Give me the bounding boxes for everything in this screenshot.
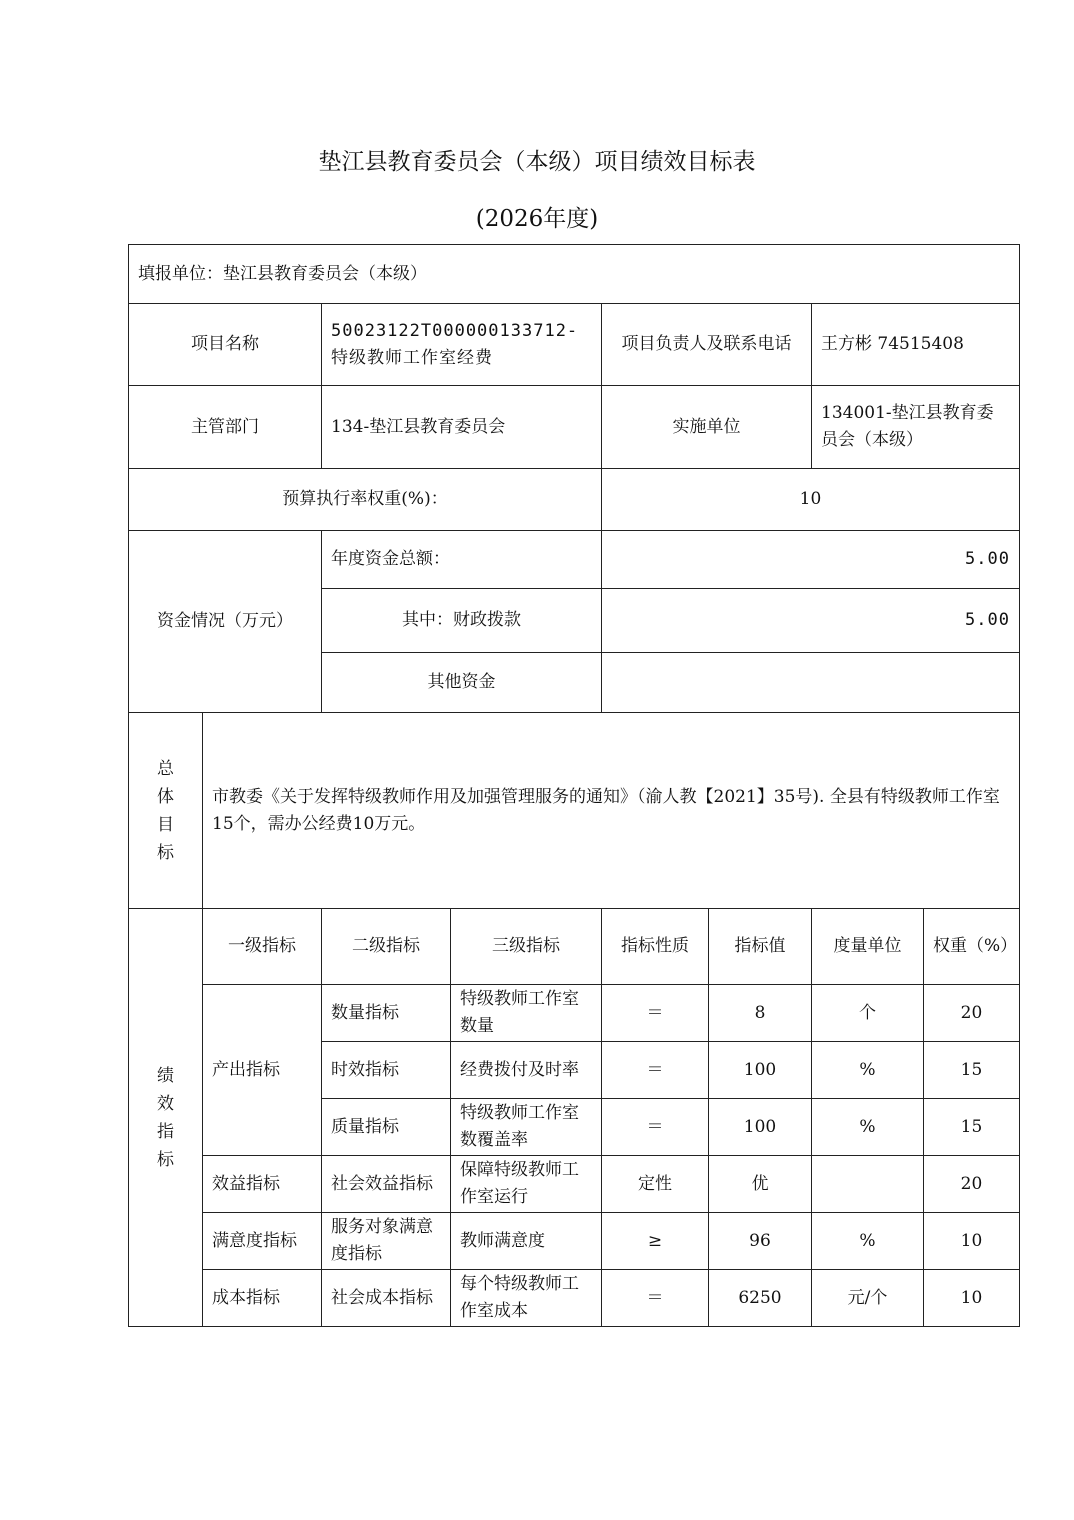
table-row xyxy=(129,1156,1020,1213)
level1-cell: 满意度指标 xyxy=(203,1213,322,1270)
level2-cell: 服务对象满意度指标 xyxy=(322,1213,451,1270)
unit-cell: 元/个 xyxy=(812,1270,924,1327)
funds-other-value xyxy=(602,653,1020,713)
impl-unit-value: 134001-垫江县教育委员会（本级） xyxy=(812,386,1020,469)
unit-cell: 个 xyxy=(812,985,924,1042)
level1-cell: 效益指标 xyxy=(203,1156,322,1213)
unit-cell: % xyxy=(812,1213,924,1270)
level1-cell: 产出指标 xyxy=(203,985,322,1156)
performance-target-table xyxy=(128,244,1020,1327)
header-value: 指标值 xyxy=(709,909,812,985)
weight-cell: 15 xyxy=(924,1099,1020,1156)
weight-cell: 10 xyxy=(924,1270,1020,1327)
funds-fiscal-value: 5.00 xyxy=(602,589,1020,653)
level3-cell: 每个特级教师工作室成本 xyxy=(451,1270,602,1327)
overall-goal-text: 市教委《关于发挥特级教师作用及加强管理服务的通知》（渝人教【2021】35号). 全县有特级教师工作室15个，需办公经费10万元。 xyxy=(203,713,1020,909)
value-cell: 6250 xyxy=(709,1270,812,1327)
dept-label: 主管部门 xyxy=(129,386,322,469)
value-cell: 100 xyxy=(709,1042,812,1099)
level3-cell: 特级教师工作室数覆盖率 xyxy=(451,1099,602,1156)
level2-cell: 社会成本指标 xyxy=(322,1270,451,1327)
level2-cell: 时效指标 xyxy=(322,1042,451,1099)
level3-cell: 教师满意度 xyxy=(451,1213,602,1270)
table-row xyxy=(129,985,1020,1042)
value-cell: 100 xyxy=(709,1099,812,1156)
page-subtitle-year: (2026年度) xyxy=(475,206,599,232)
unit-cell: % xyxy=(812,1042,924,1099)
overall-goal-label xyxy=(129,713,203,909)
nature-cell: ＝ xyxy=(602,1270,709,1327)
indicators-label xyxy=(129,909,203,1327)
table-row xyxy=(129,1270,1020,1327)
level3-cell: 特级教师工作室数量 xyxy=(451,985,602,1042)
dept-value: 134-垫江县教育委员会 xyxy=(322,386,602,469)
value-cell: 8 xyxy=(709,985,812,1042)
level2-cell: 社会效益指标 xyxy=(322,1156,451,1213)
header-level2: 二级指标 xyxy=(322,909,451,985)
nature-cell: ＝ xyxy=(602,985,709,1042)
value-cell: 优 xyxy=(709,1156,812,1213)
funds-other-label: 其他资金 xyxy=(322,653,602,713)
unit-cell xyxy=(812,1156,924,1213)
header-nature: 指标性质 xyxy=(602,909,709,985)
weight-cell: 10 xyxy=(924,1213,1020,1270)
nature-cell: ＝ xyxy=(602,1099,709,1156)
header-level3: 三级指标 xyxy=(451,909,602,985)
level2-cell: 数量指标 xyxy=(322,985,451,1042)
value-cell: 96 xyxy=(709,1213,812,1270)
header-unit: 度量单位 xyxy=(812,909,924,985)
nature-cell: ＝ xyxy=(602,1042,709,1099)
weight-cell: 20 xyxy=(924,985,1020,1042)
budget-weight-value: 10 xyxy=(602,469,1020,531)
page-title: 垫江县教育委员会（本级）项目绩效目标表 xyxy=(318,149,756,175)
project-name-label: 项目名称 xyxy=(129,304,322,386)
nature-cell: 定性 xyxy=(602,1156,709,1213)
nature-cell: ≥ xyxy=(602,1213,709,1270)
header-weight: 权重（%） xyxy=(924,909,1020,985)
overall-goal-label-text: 总体目标 xyxy=(157,758,174,863)
weight-cell: 15 xyxy=(924,1042,1020,1099)
level3-cell: 经费拨付及时率 xyxy=(451,1042,602,1099)
table-row xyxy=(129,1213,1020,1270)
level2-cell: 质量指标 xyxy=(322,1099,451,1156)
funds-label: 资金情况（万元） xyxy=(129,531,322,713)
level1-cell: 成本指标 xyxy=(203,1270,322,1327)
budget-weight-label: 预算执行率权重(%)： xyxy=(129,469,602,531)
funds-fiscal-label: 其中：财政拨款 xyxy=(322,589,602,653)
filing-unit: 填报单位：垫江县教育委员会（本级） xyxy=(129,245,1020,304)
funds-total-value: 5.00 xyxy=(602,531,1020,589)
contact-label: 项目负责人及联系电话 xyxy=(602,304,812,386)
unit-cell: % xyxy=(812,1099,924,1156)
impl-unit-label: 实施单位 xyxy=(602,386,812,469)
header-level1: 一级指标 xyxy=(203,909,322,985)
level3-cell: 保障特级教师工作室运行 xyxy=(451,1156,602,1213)
funds-total-label: 年度资金总额： xyxy=(322,531,602,589)
indicators-label-text: 绩效指标 xyxy=(157,1065,174,1170)
project-name-value: 50023122T000000133712-特级教师工作室经费 xyxy=(322,304,602,386)
contact-value: 王方彬 74515408 xyxy=(812,304,1020,386)
weight-cell: 20 xyxy=(924,1156,1020,1213)
